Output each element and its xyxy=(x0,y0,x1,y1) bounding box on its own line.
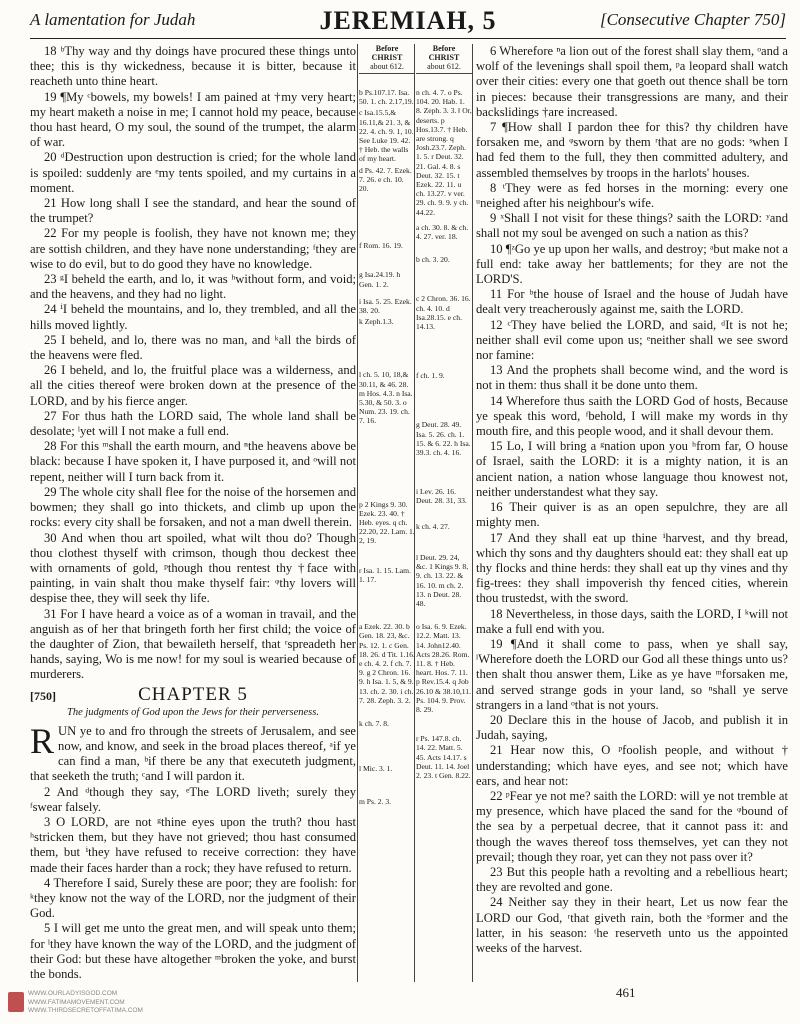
cross-reference: l Mic. 3. 1. xyxy=(359,764,393,774)
cross-reference: n ch. 4. 7. o Ps. 104. 20. Hab. 1. 8. Zeph. 3. 3. ‖ Or, deserts. p Hos.13.7. † Heb. are strong. q Josh.23.7. Zeph. 1. 5. r Deut. 32. 21. Gal. 4. 8. s Deut. 32. 15. t Ezek. 22. 11. u ch. 13.27. v ver. 29. ch. 9. 9. y ch. 44.22. xyxy=(416,88,472,217)
verse: 22 ᵖFear ye not me? saith the LORD: will ye not tremble at my presence, which have placed the sand for the ᵠbound of the sea by a perpetual decree, that it cannot pass it: and though the waves thereof toss themselves, yet can they not prevail; though they roar, yet can they not pass over it? xyxy=(476,788,788,864)
verse: 20 Declare this in the house of Jacob, and publish it in Judah, saying, xyxy=(476,712,788,743)
verse-first: RUN ye to and fro through the streets of Jerusalem, and see now, and know, and seek in the broad places thereof, ᵃif ye can find a man, ᵇif there be any that executeth judgment, that seeketh the truth; ᶜand I will pardon it. xyxy=(30,720,356,784)
cross-reference: k ch. 4. 27. xyxy=(416,521,450,531)
verse: 17 And they shall eat up thine ⁱharvest, and thy bread, which thy sons and thy daughters should eat: they shall eat up thy flocks and thine herds: they shall eat up thy vines and thy fig-trees: they shall impoverish thy fenced cities, wherein thou trustedst, with the sword. xyxy=(476,530,788,606)
verse: 28 For this ᵐshall the earth mourn, and ⁿthe heavens above be black: because I have spoken it, I have purposed it, and ᵒwill not repent, neither will I turn back from it. xyxy=(30,439,356,484)
verse: 16 Their quiver is as an open sepulchre, they are all mighty men. xyxy=(476,500,788,530)
verse: 8 ᵗThey were as fed horses in the morning: every one ᵘneighed after his neighbour's wife. xyxy=(476,180,788,211)
verse: 13 And the prophets shall become wind, and the word is not in them: thus shall it be done unto them. xyxy=(476,363,788,393)
verse: 19 ¶My ᶜbowels, my bowels! I am pained at †my very heart; my heart maketh a noise in me; I cannot hold my peace, because thou hast heard, O my soul, the sound of the trumpet, the alarm of war. xyxy=(30,89,356,150)
verse: 29 The whole city shall flee for the noise of the horsemen and bowmen; they shall go into thickets, and climb up upon the rocks: every city shall be forsaken, and not a man dwell therein. xyxy=(30,484,356,530)
verse: 4 Therefore I said, Surely these are poor; they are foolish: for ᵏthey know not the way of the LORD, nor the judgment of their God. xyxy=(30,875,356,921)
cross-reference: f Rom. 16. 19. xyxy=(359,241,403,251)
footer-link[interactable]: WWW.THIRDSECRETOFFATIMA.COM xyxy=(28,1007,143,1014)
verse: 25 I beheld, and lo, there was no man, and ᵏall the birds of the heavens were fled. xyxy=(30,332,356,363)
cross-reference: c Isa.15.5,& 16.11,& 21. 3, & 22. 4. ch. 9. 1, 10. See Luke 19. 42. † Heb. the walls of my heart. xyxy=(359,108,414,164)
cross-reference: b ch. 3. 20. xyxy=(416,255,450,265)
verse: 7 ¶How shall I pardon thee for this? thy children have forsaken me, and ᵠsworn by them ʳthat are no gods: ˢwhen I had fed them to the full, they then committed adultery, and assembled themselves by troops in the harlots' houses. xyxy=(476,120,788,180)
page-header xyxy=(30,6,786,36)
cross-reference: f ch. 1. 9. xyxy=(416,371,445,381)
verse: 20 ᵈDestruction upon destruction is cried; for the whole land is spoiled: suddenly are ᵉmy tents spoiled, and my curtains in a moment. xyxy=(30,150,356,195)
verse: 6 Wherefore ⁿa lion out of the forest shall slay them, ᵒand a wolf of the ‖evenings shall spoil them, ᵖa leopard shall watch over their cities: every one that goeth out thence shall be torn in pieces: because their transgressions are many, and their backslidings †are increased. xyxy=(476,44,788,119)
verse: 19 ¶And it shall come to pass, when ye shall say, ˡWherefore doeth the LORD our God all these things unto us? then shalt thou answer them, Like as ye have ᵐforsaken me, and served strange gods in your land, so ⁿshall ye serve strangers in a land ᵒthat is not yours. xyxy=(476,636,788,712)
cross-reference: d Ps. 42. 7. Ezek. 7. 26. e ch. 10. 20. xyxy=(359,165,412,194)
verse: 23 ᵍI beheld the earth, and lo, it was ʰwithout form, and void; and the heavens, and they had no light. xyxy=(30,272,356,302)
verse: 22 For my people is foolish, they have not known me; they are sottish children, and they have none understanding; ᶠthey are wise to do evil, but to do good they have no knowledge. xyxy=(30,226,356,271)
chapter-title: CHAPTER 5 xyxy=(138,683,248,705)
cross-reference: m Ps. 2. 3. xyxy=(359,797,392,807)
verse: 5 I will get me unto the great men, and will speak unto them; for ˡthey have known the way of the LORD, and the judgment of their God: but these have altogether ᵐbroken the yoke, and burst the bonds. xyxy=(30,921,356,981)
cross-reference: k Zeph.1.3. xyxy=(359,317,394,327)
cross-reference: r Isa. 1. 15. Lam. 1. 17. xyxy=(359,565,411,584)
date-header: Before CHRIST about 612. xyxy=(359,44,415,74)
verse: 14 Wherefore thus saith the LORD God of hosts, Because ye speak this word, ᶠbehold, I will make my words in thy mouth fire, and this people wood, and it shall devour them. xyxy=(476,393,788,439)
cross-reference-column-a xyxy=(359,44,415,809)
verse: 18 Nevertheless, in those days, saith the LORD, I ᵏwill not make a full end with you. xyxy=(476,606,788,636)
chapter-summary: The judgments of God upon the Jews for their perverseness. xyxy=(67,706,319,718)
verse: 15 Lo, I will bring a ᵍnation upon you ʰfrom far, O house of Israel, saith the LORD: it is a mighty nation, it is an ancient nation, a nation whose language thou knowest not, neither understandest what they say. xyxy=(476,439,788,499)
consecutive-chapter-label: [Consecutive Chapter 750] xyxy=(599,10,786,29)
cross-reference: b Ps.107.17. Isa. 50. 1. ch. 2.17,19. xyxy=(359,88,414,107)
cross-reference: a Ezek. 22. 30. b Gen. 18. 23, &c. Ps. 12. 1. c Gen. 18. 26. d Tit. 1.16. e ch. 4. 2. f ch. 7. 9. g 2 Chron. 16. 9. h Isa. 1. 5, & 9. 13. ch. 2. 30. i ch. 7. 28. Zeph. 3. 2. xyxy=(359,622,415,705)
verse: 3 O LORD, are not ᵍthine eyes upon the truth? thou hast ʰstricken them, but they have not grieved; thou hast consumed them, but ⁱthey have refused to receive correction: they have made their faces harder than a rock; they have refused to return. xyxy=(30,814,356,875)
cross-reference: k ch. 7. 8. xyxy=(359,718,389,728)
column-divider xyxy=(472,44,473,982)
verse: 30 And when thou art spoiled, what wilt thou do? Though thou clothest thyself with crimson, though thou deckest thee with ornaments of gold, ᵖthough thou rentest thy †face with painting, in vain shalt thou make thyself fair: ᵠthy lovers will despise thee, they will seek thy life. xyxy=(30,530,356,606)
verse: 2 And ᵈthough they say, ᵉThe LORD liveth; surely they ᶠswear falsely. xyxy=(30,784,356,814)
verse: 11 For ᵇthe house of Israel and the house of Judah have dealt very treacherously against me, saith the LORD. xyxy=(476,287,788,317)
cross-reference: o Isa. 6. 9. Ezek. 12.2. Matt. 13. 14. John12.40. Acts 28.26. Rom. 11. 8. † Heb. heart. Hos. 7. 11. p Rev.15.4. q Job 26.10 & 38.10,11. Ps. 104. 9. Prov. 8. 29. xyxy=(416,622,471,714)
verse: 26 I beheld, and lo, the fruitful place was a wilderness, and all the cities thereof were broken down at the presence of the LORD, and by his fierce anger. xyxy=(30,363,356,408)
verse: 12 ᶜThey have belied the LORD, and said, ᵈIt is not he; neither shall evil come upon us; ᵉneither shall we see sword nor famine: xyxy=(476,317,788,363)
cross-reference: l Deut. 29. 24, &c. 1 Kings 9. 8, 9. ch. 13. 22. & 16. 10. m ch. 2. 13. n Deut. 28. 48. xyxy=(416,552,469,608)
left-text-column xyxy=(30,44,356,982)
site-logo-icon xyxy=(8,992,24,1012)
drop-cap: R xyxy=(30,720,55,761)
verse: 21 Hear now this, O ᵖfoolish people, and without † understanding; which have eyes, and see not; which have ears, and hear not: xyxy=(476,743,788,788)
verse: 10 ¶ᶻGo ye up upon her walls, and destroy; ᵃbut make not a full end: take away her battlements; for they are not the LORD'S. xyxy=(476,241,788,287)
cross-reference: g Isa.24.19. h Gen. 1. 2. xyxy=(359,270,401,289)
verse: 23 But this people hath a revolting and a rebellious heart; they are revolted and gone. xyxy=(476,864,788,895)
date-header: Before CHRIST about 612. xyxy=(416,44,472,74)
cross-reference: g Deut. 28. 49. Isa. 5. 26. ch. 1. 15. & 6. 22. h Isa. 39.3. ch. 4. 16. xyxy=(416,420,471,458)
cross-reference: c 2 Chron. 36. 16. ch. 4. 10. d Isa.28.15. e ch. 14.13. xyxy=(416,294,471,332)
cross-reference: p 2 Kings 9. 30. Ezek. 23. 40. † Heb. eyes. q ch. 22.20, 22. Lam. 1. 2, 19. xyxy=(359,499,415,546)
book-chapter-title: JEREMIAH, 5 xyxy=(319,6,497,35)
verse: 24 Neither say they in their heart, Let us now fear the LORD our God, ʳthat giveth rain, both the ˢformer and the latter, in his season: ᵗhe reserveth unto us the appointed weeks of the harvest. xyxy=(476,895,788,955)
footer-watermark xyxy=(28,990,143,1016)
footer-link[interactable]: WWW.FATIMAMOVEMENT.COM xyxy=(28,998,125,1006)
verse: 9 ˣShall I not visit for these things? saith the LORD: ʸand shall not my soul be avenged on such a nation as this? xyxy=(476,211,788,241)
verse: 31 For I have heard a voice as of a woman in travail, and the anguish as of her that bringeth forth her first child; the voice of the daughter of Zion, that bewaileth herself, that ʳspreadeth her hands, saying, Wo is me now! for my soul is wearied because of murderers. xyxy=(30,606,356,682)
cross-reference: r Ps. 147.8. ch. 14. 22. Matt. 5. 45. Acts 14.17. s Deut. 11. 14. Joel 2. 23. t Gen. 8.22. xyxy=(416,734,471,780)
cross-reference: l ch. 5. 10, 18,& 30.11, & 46. 28. m Hos. 4.3. n Isa. 5.30, & 50. 3. o Num. 23. 19. ch. 7. 16. xyxy=(359,370,413,426)
column-divider xyxy=(357,44,358,982)
cross-reference: a ch. 30. 8. & ch. 4. 27. ver. 18. xyxy=(416,222,469,242)
verse: 18 ᵇThy way and thy doings have procured these things unto thee; this is thy wickedness, because it is bitter, because it reacheth unto thine heart. xyxy=(30,44,356,89)
chapter-heading xyxy=(30,683,356,720)
page-number: 461 xyxy=(616,985,636,1000)
verse: 27 For thus hath the LORD said, The whole land shall be desolate; ˡyet will I not make a full end. xyxy=(30,408,356,439)
footer-link[interactable]: WWW.OURLADYISGOD.COM xyxy=(28,990,118,997)
chapter-consecutive-number: [750] xyxy=(30,688,56,703)
cross-reference: i Lev. 26. 16. Deut. 28. 31, 33. xyxy=(416,487,467,506)
cross-reference-column-b xyxy=(416,44,472,782)
running-head-left: A lamentation for Judah xyxy=(30,10,196,29)
cross-reference: i Isa. 5. 25. Ezek. 38. 20. xyxy=(359,296,412,316)
header-rule xyxy=(30,38,786,39)
right-text-column xyxy=(476,44,788,956)
verse: 24 ⁱI beheld the mountains, and lo, they trembled, and all the hills moved lightly. xyxy=(30,302,356,332)
verse: 21 How long shall I see the standard, and hear the sound of the trumpet? xyxy=(30,196,356,226)
